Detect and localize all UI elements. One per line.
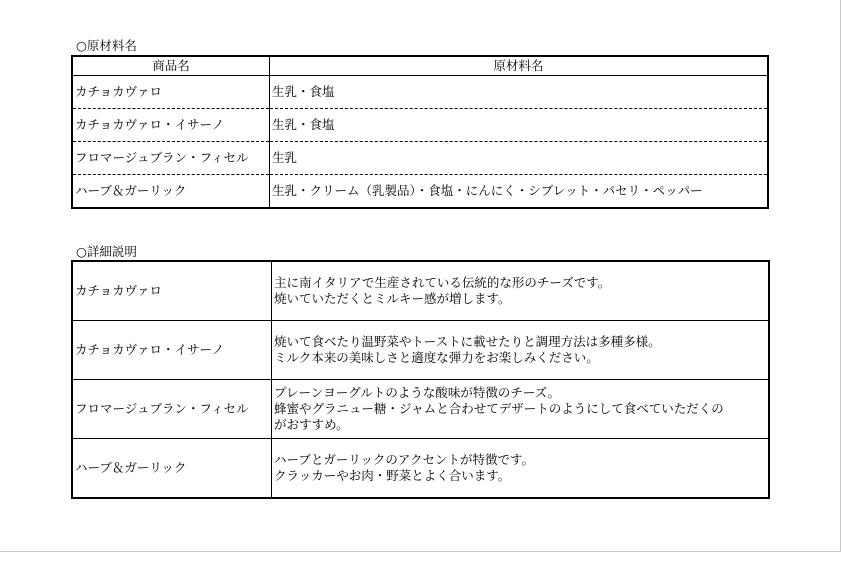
table-row [72, 142, 768, 175]
page-border-right [840, 0, 841, 552]
table-row [72, 76, 768, 109]
description-line: がおすすめ。 [274, 417, 349, 432]
page-border-bottom [0, 551, 841, 552]
table-row [72, 439, 769, 499]
description-line: 蜂蜜やグラニュー糖・ジャムと合わせてデザートのようにして食べていただくの [274, 401, 724, 416]
product-cell: フロマージュブラン・フィセル [72, 380, 272, 439]
ingredients-cell: 生乳・食塩 [269, 109, 768, 142]
ingredients-section-title: ○原材料名 [76, 38, 137, 53]
description-cell [272, 380, 770, 439]
ingredients-cell: 生乳・クリーム（乳製品）・食塩・にんにく・シブレット・パセリ・ペッパー [271, 183, 703, 198]
table-header-row [72, 56, 768, 76]
table-row [72, 261, 769, 321]
product-cell: ハーブ＆ガーリック [72, 175, 269, 209]
description-line: ハーブとガーリックのアクセントが特徴です。 [274, 452, 535, 467]
table-row [72, 380, 769, 439]
details-section-title: ○詳細説明 [76, 244, 137, 259]
description-line: ミルク本来の美味しさと適度な弾力をお楽しみください。 [274, 350, 599, 365]
description-cell [272, 321, 770, 380]
header-ingredients: 原材料名 [269, 56, 768, 76]
table-row [72, 109, 768, 142]
description-line: クラッカーやお肉・野菜とよく合います。 [274, 468, 511, 483]
ingredients-cell: 生乳 [269, 142, 768, 175]
table-row [72, 175, 768, 209]
product-cell: カチョカヴァロ [72, 261, 272, 321]
product-cell: フロマージュブラン・フィセル [72, 142, 269, 175]
details-table [71, 260, 770, 499]
description-cell [272, 439, 770, 499]
product-cell: カチョカヴァロ・イサーノ [72, 109, 269, 142]
product-cell: カチョカヴァロ [72, 76, 269, 109]
product-cell: ハーブ＆ガーリック [72, 439, 272, 499]
description-line: プレーンヨーグルトのような酸味が特徴のチーズ。 [274, 385, 561, 400]
ingredients-table [71, 55, 769, 209]
product-cell: カチョカヴァロ・イサーノ [72, 321, 272, 380]
description-line: 焼いて食べたり温野菜やトーストに載せたりと調理方法は多種多様。 [274, 334, 661, 349]
header-product-name: 商品名 [72, 56, 269, 76]
description-line: 主に南イタリアで生産されている伝統的な形のチーズです。 [274, 275, 611, 290]
ingredients-cell: 生乳・食塩 [269, 76, 768, 109]
description-cell [272, 261, 770, 321]
table-row [72, 321, 769, 380]
description-line: 焼いていただくとミルキー感が増します。 [274, 291, 511, 306]
